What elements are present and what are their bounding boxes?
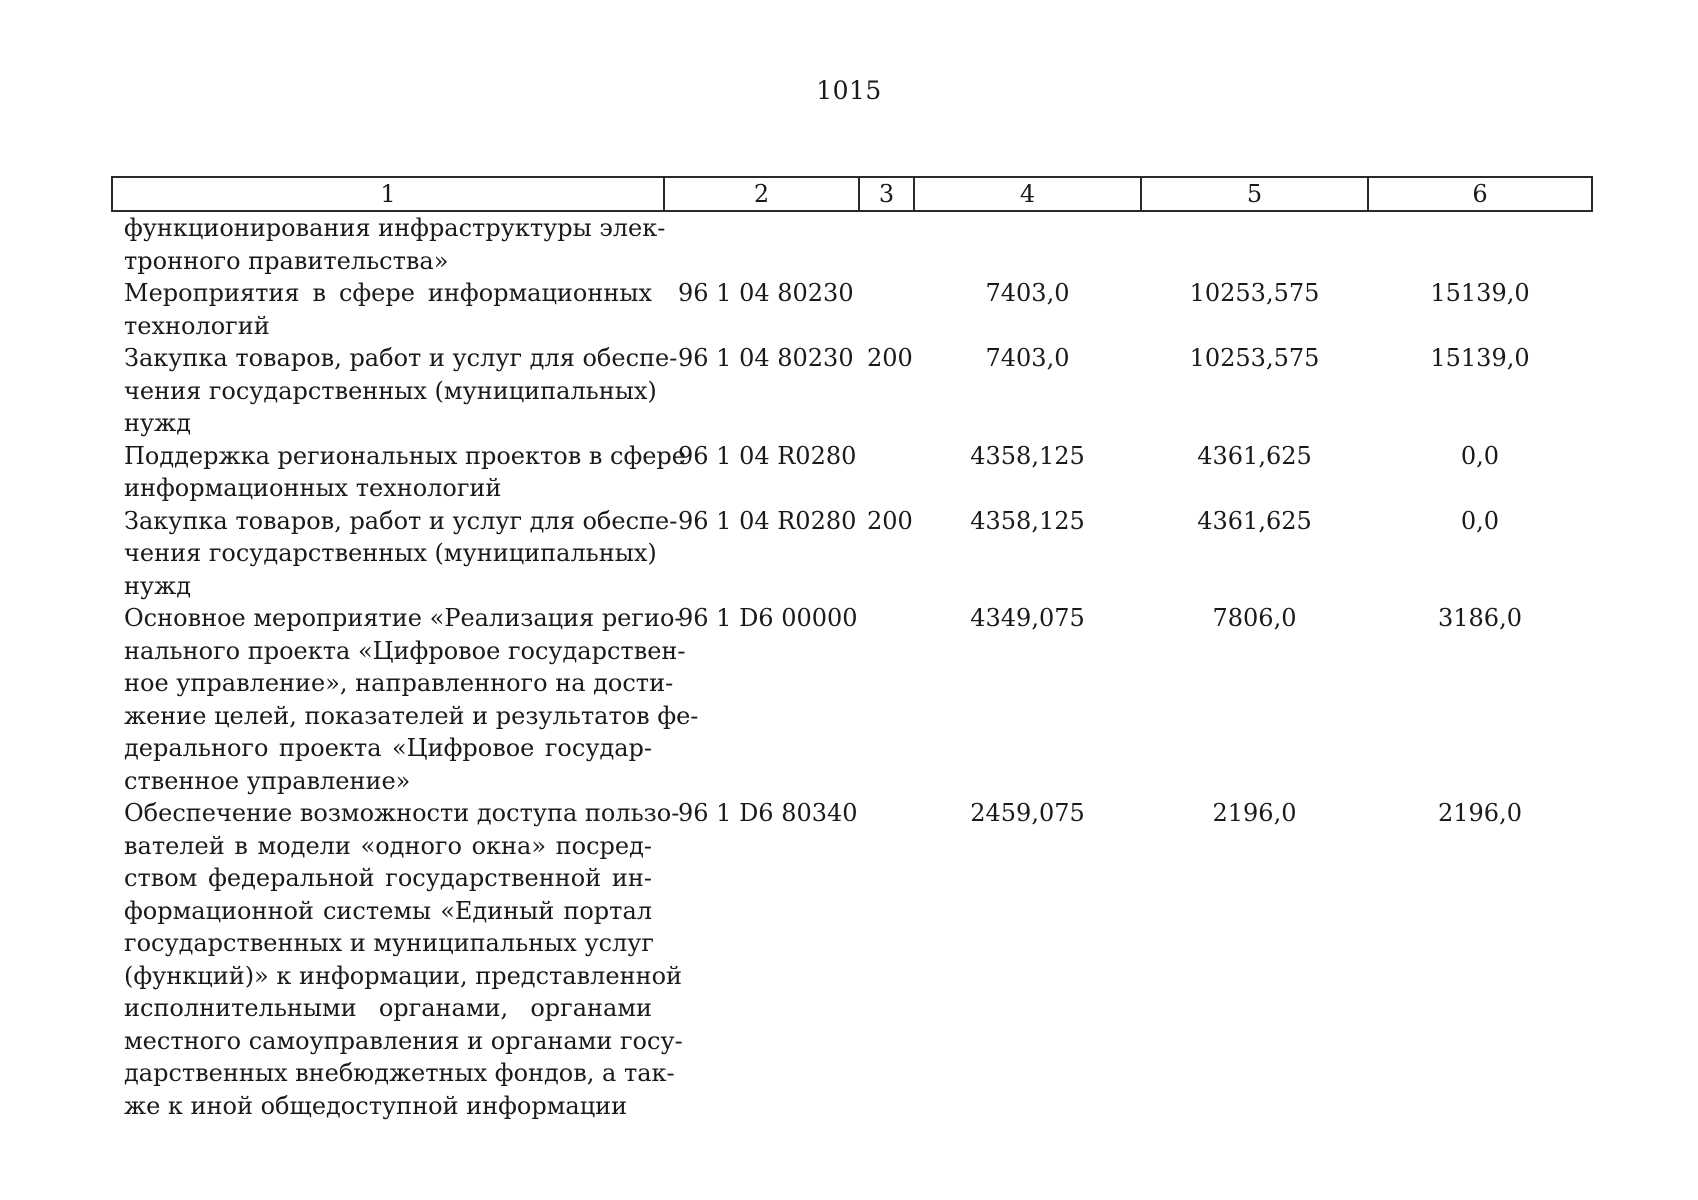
row-name-line: тронного правительства» bbox=[124, 246, 449, 275]
row-name-line: чения государственных (муниципальных) bbox=[124, 539, 657, 567]
row-value-col-5 bbox=[1141, 211, 1368, 277]
header-col-1: 1 bbox=[112, 177, 664, 211]
row-expense-type bbox=[859, 211, 914, 277]
header-col-2: 2 bbox=[664, 177, 859, 211]
row-name bbox=[112, 440, 686, 505]
row-value-col-6: 0,0 bbox=[1460, 506, 1500, 535]
row-name bbox=[112, 797, 683, 1122]
row-name-line: Основное мероприятие «Реализация регио- bbox=[124, 604, 683, 632]
header-col-5: 5 bbox=[1141, 177, 1368, 211]
table-row bbox=[112, 602, 1592, 797]
row-expense-type: 200 bbox=[867, 506, 913, 535]
table-row bbox=[112, 505, 1592, 603]
row-value-col-6: 3186,0 bbox=[1438, 604, 1522, 632]
row-value-col-6: 15139,0 bbox=[1430, 344, 1530, 372]
row-value-col-4: 4358,125 bbox=[970, 441, 1085, 470]
row-code: 96 1 04 80230 bbox=[678, 279, 854, 307]
row-value-col-5: 4361,625 bbox=[1197, 506, 1312, 535]
row-value-col-6: 0,0 bbox=[1460, 441, 1500, 470]
row-code bbox=[664, 211, 859, 277]
row-name-line: ственное управление» bbox=[124, 766, 411, 795]
row-expense-type bbox=[859, 440, 914, 505]
row-name bbox=[112, 342, 678, 440]
table-row bbox=[112, 440, 1592, 505]
row-value-col-4: 4358,125 bbox=[970, 506, 1085, 535]
row-name-line: информационных технологий bbox=[124, 474, 502, 502]
row-name-line: нужд bbox=[124, 409, 191, 437]
table-header bbox=[112, 177, 1592, 211]
row-value-col-5: 2196,0 bbox=[1212, 799, 1297, 827]
row-code: 96 1 04 R0280 bbox=[678, 506, 857, 535]
row-name-line: Обеспечение возможности доступа пользо- bbox=[124, 799, 680, 827]
row-name-line: (функций)» к информации, представленной bbox=[124, 961, 683, 990]
row-value-col-5: 10253,575 bbox=[1189, 279, 1320, 307]
row-expense-type bbox=[859, 797, 914, 1122]
row-expense-type bbox=[859, 602, 914, 797]
row-name-line: Закупка товаров, работ и услуг для обеспе- bbox=[124, 506, 678, 535]
row-name-line: вателей в модели «одного окна» посред- bbox=[124, 831, 652, 860]
row-value-col-5: 7806,0 bbox=[1212, 604, 1297, 632]
row-value-col-4 bbox=[914, 211, 1141, 277]
row-value-col-4: 2459,075 bbox=[970, 799, 1085, 827]
row-value-col-4: 7403,0 bbox=[985, 344, 1070, 372]
row-name-line: Мероприятия в сфере информационных bbox=[124, 279, 652, 307]
row-name-line: нужд bbox=[124, 571, 191, 600]
row-name-line: нального проекта «Цифровое государствен- bbox=[124, 636, 686, 665]
table-body bbox=[112, 211, 1592, 1122]
header-row bbox=[112, 177, 1592, 211]
row-name-line: функционирования инфраструктуры элек- bbox=[124, 214, 666, 242]
row-name-line: ством федеральной государственной ин- bbox=[124, 864, 652, 892]
row-value-col-6: 15139,0 bbox=[1430, 279, 1530, 307]
row-value-col-5: 10253,575 bbox=[1189, 344, 1320, 372]
header-col-4: 4 bbox=[914, 177, 1141, 211]
row-name-line: государственных и муниципальных услуг bbox=[124, 929, 654, 957]
row-value-col-5: 4361,625 bbox=[1197, 441, 1312, 470]
row-name bbox=[112, 211, 664, 277]
row-name-line: дерального проекта «Цифровое государ- bbox=[124, 734, 652, 762]
row-name-line: местного самоуправления и органами госу- bbox=[124, 1026, 683, 1055]
row-name-line: ное управление», направленного на дости- bbox=[124, 669, 674, 697]
row-value-col-6: 2196,0 bbox=[1438, 799, 1522, 827]
row-code: 96 1 D6 00000 bbox=[678, 604, 858, 632]
row-expense-type: 200 bbox=[867, 344, 913, 372]
row-code: 96 1 D6 80340 bbox=[678, 799, 858, 827]
row-value-col-4: 4349,075 bbox=[970, 604, 1085, 632]
page-number: 1015 bbox=[816, 76, 882, 105]
row-code: 96 1 04 R0280 bbox=[678, 441, 857, 470]
row-expense-type bbox=[859, 277, 914, 342]
row-name-line: дарственных внебюджетных фондов, а так- bbox=[124, 1059, 675, 1087]
table-row bbox=[112, 797, 1592, 1122]
row-name-line: технологий bbox=[124, 311, 270, 340]
row-name-line: чения государственных (муниципальных) bbox=[124, 376, 657, 405]
row-name-line: же к иной общедоступной информации bbox=[124, 1091, 628, 1120]
row-name-line: формационной системы «Единый портал bbox=[124, 896, 652, 925]
row-name-line: жение целей, показателей и результатов фе- bbox=[124, 701, 699, 730]
row-name bbox=[112, 602, 699, 797]
row-name-line: Закупка товаров, работ и услуг для обеспе- bbox=[124, 344, 678, 372]
table-row bbox=[112, 277, 1592, 342]
row-name-line: исполнительными органами, органами bbox=[124, 994, 652, 1022]
row-value-col-4: 7403,0 bbox=[985, 279, 1070, 307]
header-col-3: 3 bbox=[859, 177, 914, 211]
table-row bbox=[112, 342, 1592, 440]
row-name bbox=[112, 277, 664, 342]
row-value-col-6 bbox=[1368, 211, 1592, 277]
budget-table bbox=[111, 176, 1593, 1122]
row-name-line: Поддержка региональных проектов в сфере bbox=[124, 441, 686, 470]
row-name bbox=[112, 505, 678, 603]
row-code: 96 1 04 80230 bbox=[678, 344, 854, 372]
header-col-6: 6 bbox=[1368, 177, 1592, 211]
table-row bbox=[112, 211, 1592, 277]
